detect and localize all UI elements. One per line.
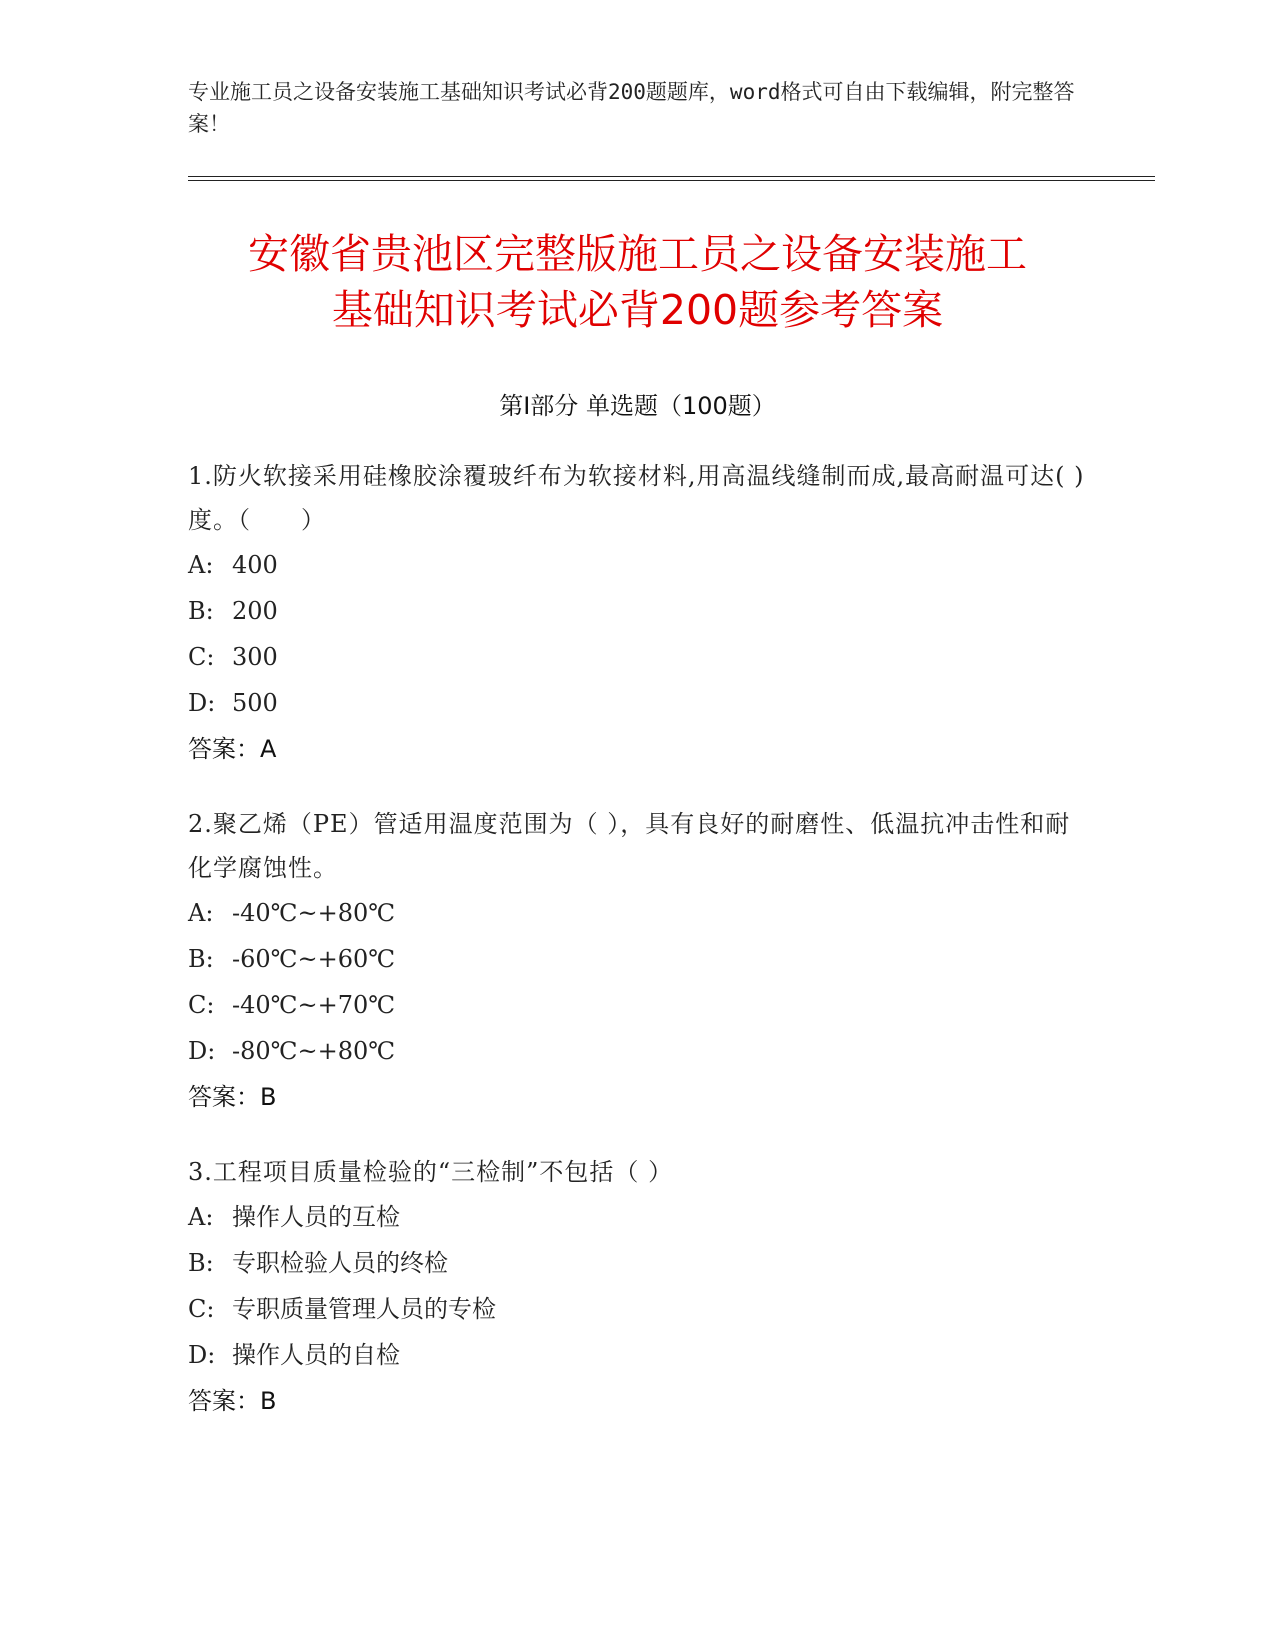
option-d [188,1332,1088,1378]
option-d [188,1028,1088,1074]
option-letter: C: [188,991,215,1019]
option-text: -40℃~+70℃ [232,991,396,1019]
option-a [188,542,1088,588]
question-stem: 3.工程项目质量检验的“三检制”不包括（ ） [188,1158,674,1186]
option-letter: B: [188,597,214,625]
option-text: 200 [232,597,278,625]
option-c [188,1286,1088,1332]
option-c [188,982,1088,1028]
option-letter: D: [188,1341,216,1369]
option-text: 300 [232,643,278,671]
option-text: -40℃~+80℃ [232,899,396,927]
option-letter: B: [188,1249,214,1277]
header-divider [188,176,1155,181]
option-b [188,1240,1088,1286]
option-d [188,680,1088,726]
title-line-2: 基础知识考试必背200题参考答案 [331,286,944,334]
option-text: 操作人员的自检 [232,1341,400,1369]
option-text: 专职检验人员的终检 [232,1249,448,1277]
option-letter: C: [188,1295,215,1323]
question-stem: 1.防火软接采用硅橡胶涂覆玻纤布为软接材料,用高温线缝制而成,最高耐温可达( )度。（ ） [188,462,1085,534]
question-stem: 2.聚乙烯（PE）管适用温度范围为（ ），具有良好的耐磨性、低温抗冲击性和耐化学腐蚀性。 [188,810,1071,882]
document-title [120,226,1155,338]
option-a [188,1194,1088,1240]
option-letter: A: [188,1203,214,1231]
question-3 [188,1150,1088,1424]
option-letter: A: [188,899,214,927]
option-b [188,588,1088,634]
option-a [188,890,1088,936]
option-text: -80℃~+80℃ [232,1037,396,1065]
option-letter: D: [188,1037,216,1065]
option-c [188,634,1088,680]
question-1 [188,454,1088,772]
header-note: 专业施工员之设备安装施工基础知识考试必背200题题库，word格式可自由下载编辑，附完整答案！ [188,80,1075,136]
option-letter: D: [188,689,216,717]
option-text: 操作人员的互检 [232,1203,400,1231]
option-text: -60℃~+60℃ [232,945,396,973]
option-letter: A: [188,551,214,579]
option-letter: C: [188,643,215,671]
option-text: 500 [232,689,278,717]
option-text: 专职质量管理人员的专检 [232,1295,496,1323]
question-2 [188,802,1088,1120]
option-letter: B: [188,945,214,973]
title-line-1: 安徽省贵池区完整版施工员之设备安装施工 [248,230,1027,278]
answer: 答案：B [188,1083,277,1111]
answer: 答案：B [188,1387,277,1415]
answer: 答案：A [188,735,277,763]
option-b [188,936,1088,982]
option-text: 400 [232,551,278,579]
section-heading: 第Ⅰ部分 单选题（100题） [499,392,776,420]
